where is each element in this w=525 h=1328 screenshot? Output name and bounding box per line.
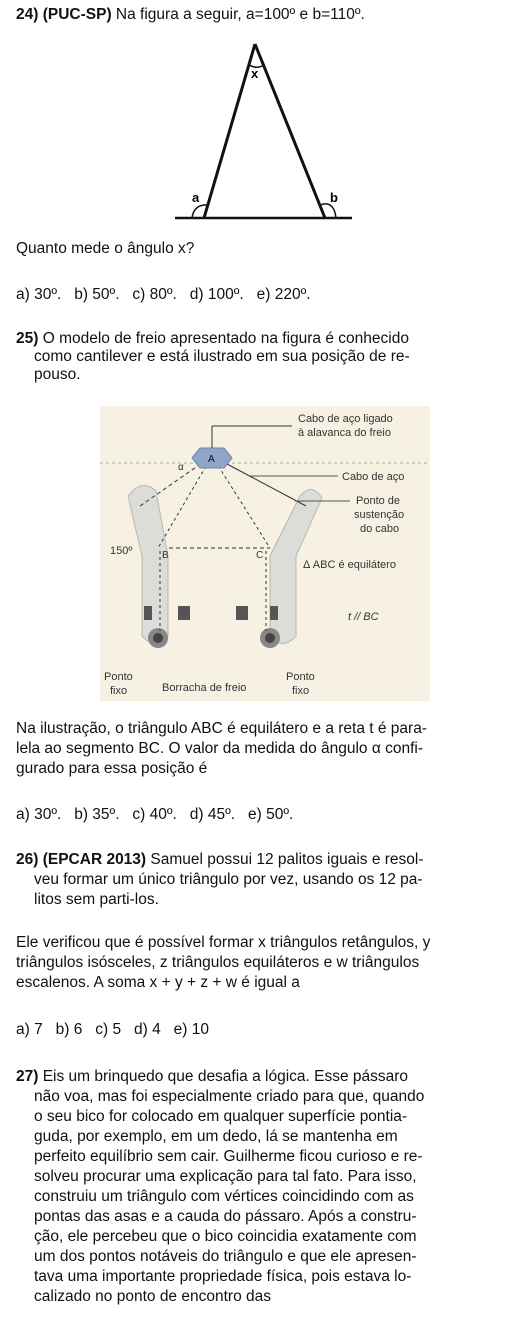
q25-label-b: B: [162, 550, 169, 561]
q26-number: 26): [16, 851, 39, 868]
q25-left-pad-outer: [144, 606, 152, 620]
q25-cabo-ligado-1: Cabo de aço ligado: [298, 413, 393, 425]
q25-angle-150: 150º: [110, 545, 133, 557]
q24-header: [16, 6, 365, 24]
q25-ponto-fixo-right-1: Ponto: [286, 671, 315, 683]
q25-label-a: A: [208, 454, 215, 465]
q24-source: (PUC-SP): [42, 6, 112, 23]
q27-number: 27): [16, 1068, 39, 1085]
q26-source: (EPCAR 2013): [42, 851, 147, 868]
q27-text-line-5: solveu procurar uma explicação para tal fato. Para isso,: [34, 1168, 417, 1185]
q24-number: 24): [16, 6, 39, 23]
q24-question: Quanto mede o ângulo x?: [16, 240, 195, 257]
q25-line1: O modelo de freio apresentado na figura é conhecido: [42, 330, 409, 347]
q25-right-pivot-center: [265, 633, 275, 643]
q26-line3: litos sem parti-los.: [34, 891, 159, 908]
q26-p2-line1: Ele verificou que é possível formar x triângulos retângulos, y: [16, 934, 431, 951]
q27-text-line-3: guda, por exemplo, em um dedo, lá se mantenha em: [34, 1128, 398, 1145]
q24-options: a) 30º. b) 50º. c) 80º. d) 100º. e) 220º.: [16, 286, 311, 303]
q25-ponto-fixo-right-2: fixo: [292, 685, 310, 697]
q25-ponto-sust-3: do cabo: [360, 523, 400, 535]
q24-text: Na figura a seguir, a=100º e b=110º.: [115, 6, 365, 23]
q25-cabo-aco: Cabo de aço: [342, 471, 405, 483]
q25-left-pad: [178, 606, 190, 620]
q26-options: a) 7 b) 6 c) 5 d) 4 e) 10: [16, 1021, 209, 1038]
q25-right-pad-outer: [270, 606, 278, 620]
q25-options: a) 30º. b) 35º. c) 40º. d) 45º. e) 50º.: [16, 806, 294, 823]
q26-p2-line2: triângulos isósceles, z triângulos equiláteros e w triângulos: [16, 954, 420, 971]
q25-ponto-fixo-left-2: fixo: [110, 685, 128, 697]
q27-text-line-7: pontas das asas e a cauda do pássaro. Após a constru-: [34, 1208, 417, 1225]
q25-statement: [16, 330, 510, 384]
q27-text-line-8: ção, ele percebeu que o bico coincidia exatamente com: [34, 1228, 417, 1245]
q27-line1: [16, 1068, 408, 1086]
q25-ponto-sust-2: sustenção: [354, 509, 405, 521]
q25-text-line1: Na ilustração, o triângulo ABC é equilátero e a reta t é para-: [16, 720, 427, 737]
q24-left-side: [204, 44, 255, 218]
q25-right-pad: [236, 606, 248, 620]
q25-abc-equilatero: Δ ABC é equilátero: [303, 559, 396, 571]
q26-line1-rest: Samuel possui 12 palitos iguais e resol-: [150, 851, 424, 868]
q25-t-paralela: t // BC: [348, 611, 379, 623]
q25-ponto-fixo-left-1: Ponto: [104, 671, 133, 683]
q25-left-pivot-center: [153, 633, 163, 643]
q25-label-alpha: α: [178, 462, 184, 473]
q25-brake-figure: [100, 406, 430, 701]
q27-text-line-1: não voa, mas foi especialmente criado para que, quando: [34, 1088, 425, 1105]
q26-line1: [16, 851, 424, 869]
q25-text-line2: lela ao segmento BC. O valor da medida do ângulo α confi-: [16, 740, 424, 757]
q24-label-b: b: [330, 190, 338, 205]
q25-cabo-ligado-2: à alavanca do freio: [298, 427, 391, 439]
q25-line3: pouso.: [34, 366, 81, 383]
q27-text-line-0: Eis um brinquedo que desafia a lógica. Esse pássaro: [42, 1068, 409, 1085]
q25-ponto-sust-1: Ponto de: [356, 495, 401, 507]
q27-text-line-10: tava uma importante propriedade física, pois estava lo-: [34, 1268, 412, 1285]
q27-text-line-4: perfeito equilíbrio sem cair. Guilherme ficou curioso e re-: [34, 1148, 423, 1165]
q25-label-c: C: [256, 550, 264, 561]
q25-number: 25): [16, 330, 39, 347]
q27-text-line-9: um dos pontos notáveis do triângulo e que ele apresen-: [34, 1248, 417, 1265]
q24-right-side: [255, 44, 325, 218]
q27-text-line-11: calizado no ponto de encontro das: [34, 1288, 271, 1305]
q26-p2-line3: escalenos. A soma x + y + z + w é igual a: [16, 974, 300, 991]
q25-text-line3: gurado para essa posição é: [16, 760, 208, 777]
q27-text-line-6: construiu um triângulo com vértices coincidindo com as: [34, 1188, 414, 1205]
q25-line2: como cantilever e está ilustrado em sua posição de re-: [34, 348, 410, 365]
q24-triangle-figure: [170, 38, 360, 228]
q24-label-a: a: [192, 190, 200, 205]
q26-line2: veu formar um único triângulo por vez, usando os 12 pa-: [34, 871, 423, 888]
q24-label-x: x: [251, 66, 259, 81]
q25-borracha: Borracha de freio: [162, 682, 247, 694]
q27-text-line-2: o seu bico for colocado em qualquer superfície pontia-: [34, 1108, 408, 1125]
